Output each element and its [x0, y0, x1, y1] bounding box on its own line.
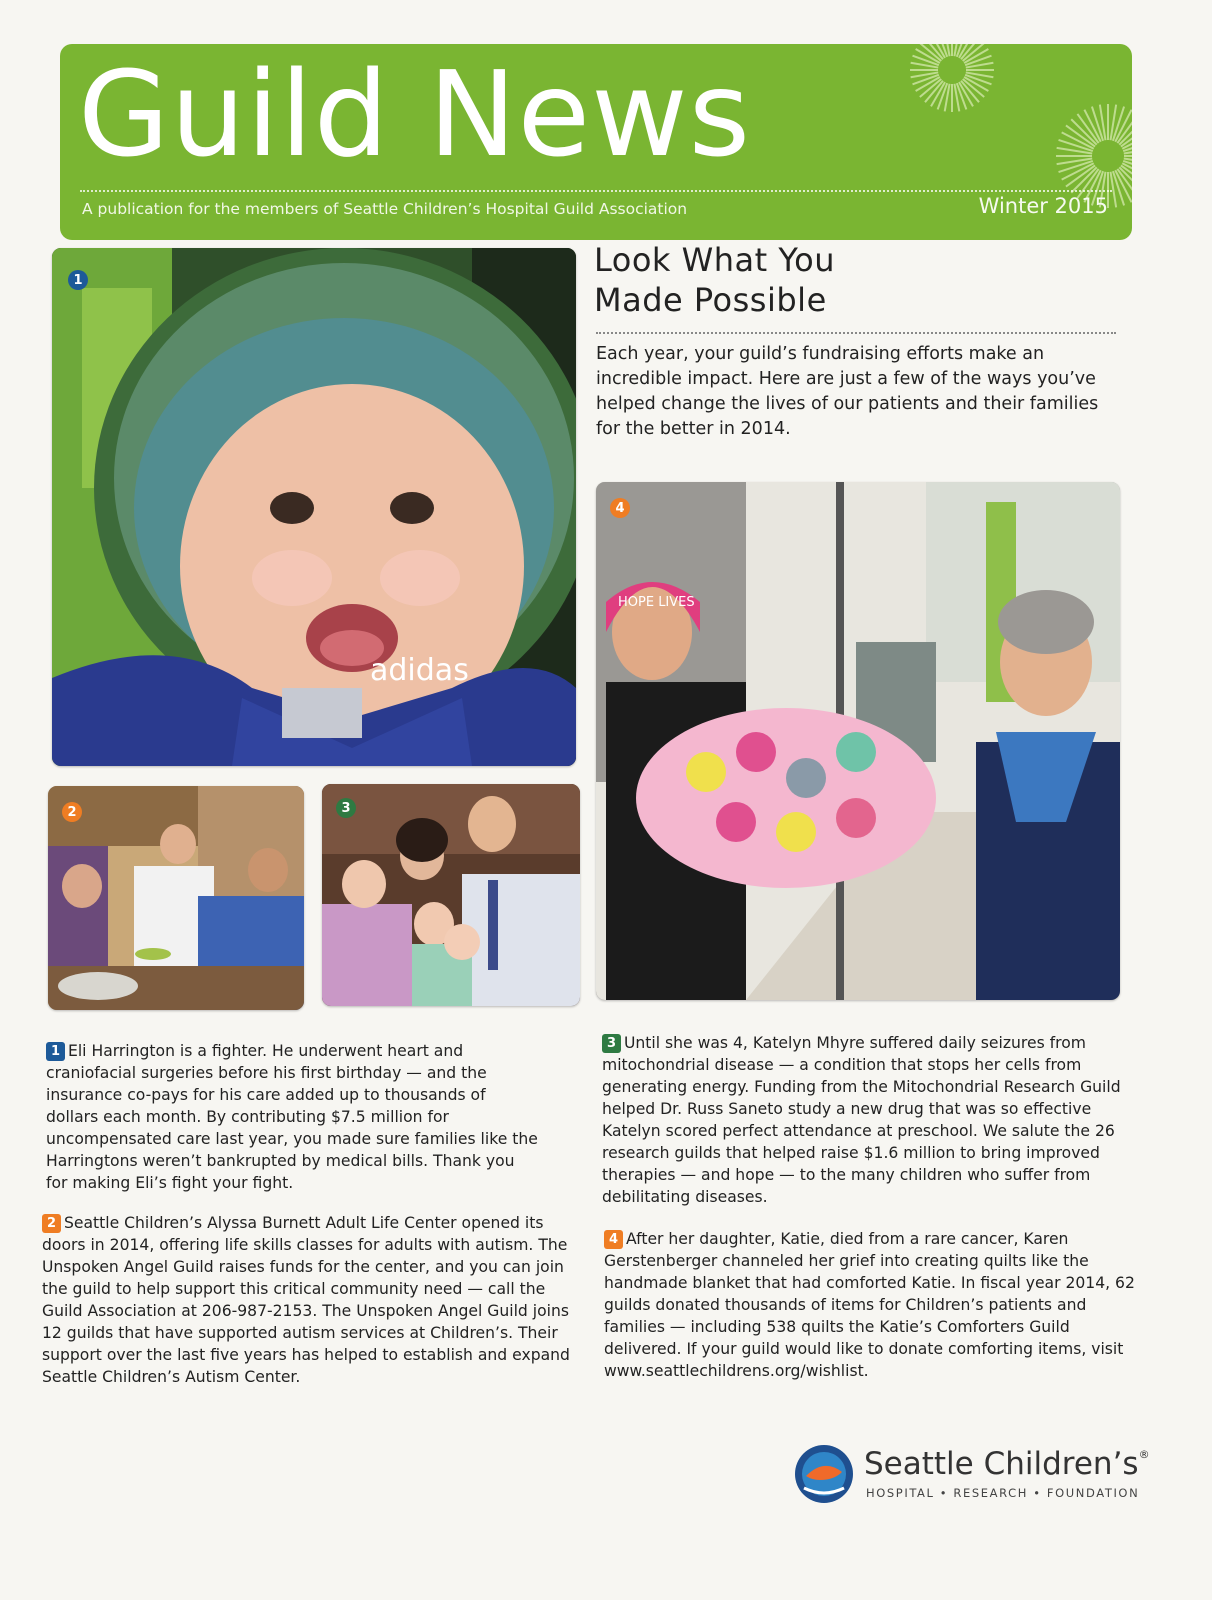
photo-family	[322, 784, 580, 1006]
caption-1	[46, 1040, 540, 1194]
photo-number-badge: 2	[62, 802, 82, 822]
photo-life-skills-class	[48, 786, 304, 1010]
logo-name-text: Seattle Children’s	[864, 1446, 1139, 1482]
photo-number-badge: 3	[336, 798, 356, 818]
caption-number-badge: 3	[602, 1034, 621, 1053]
caption-text: After her daughter, Katie, died from a rare cancer, Karen Gerstenberger channeled her grief into creating quilts like the handmade blanket that had comforted Katie. In fiscal year 2014, 62 guilds donated thousands of items for Children’s patients and families — including 538 quilts the Katie’s Comforters Guild delivered. If your guild would like to donate comforting items, visit www.seattlechildrens.org/wishlist.	[604, 1230, 1135, 1380]
adidas-logo-text: adidas	[370, 653, 469, 688]
photo-quilt	[596, 482, 1120, 1000]
headline-line-2: Made Possible	[594, 281, 827, 319]
masthead-divider	[80, 190, 1112, 192]
caption-text: Eli Harrington is a fighter. He underwent heart and craniofacial surgeries before his first birthday — and the insurance co-pays for his care added up to thousands of dollars each month. By contributing $7.5 million for uncompensated care last year, you made sure families like the Harringtons weren’t bankrupted by medical bills. Thank you for making Eli’s fight your fight.	[46, 1042, 538, 1192]
whale-logo-icon	[794, 1444, 854, 1504]
headline-divider	[596, 332, 1116, 334]
caption-number-badge: 2	[42, 1214, 61, 1233]
photo-number-badge: 1	[68, 270, 88, 290]
registered-mark: ®	[1138, 1448, 1150, 1461]
hope-lives-hat-text: HOPE LIVES	[618, 595, 695, 610]
caption-number-badge: 1	[46, 1042, 65, 1061]
logo-name	[864, 1446, 1150, 1482]
seattle-childrens-logo	[794, 1444, 1174, 1508]
photo-number-badge: 4	[610, 498, 630, 518]
caption-4	[604, 1228, 1140, 1382]
headline-line-1: Look What You	[594, 241, 836, 279]
masthead-tagline: A publication for the members of Seattle Children’s Hospital Guild Association	[82, 200, 688, 218]
masthead-banner	[60, 44, 1132, 240]
caption-text: Seattle Children’s Alyssa Burnett Adult Life Center opened its doors in 2014, offering life skills classes for adults with autism. The Unspoken Angel Guild raises funds for the center, and you can join the guild to help support this critical community need — call the Guild Association at 206-987-2153. The Unspoken Angel Guild joins 12 guilds that have supported autism services at Children’s. Their support over the last five years has helped to establish and expand Seattle Children’s Autism Center.	[42, 1214, 570, 1386]
caption-number-badge: 4	[604, 1230, 623, 1249]
caption-3	[602, 1032, 1134, 1208]
issue-date: Winter 2015	[978, 194, 1108, 218]
logo-subtitle: HOSPITAL • RESEARCH • FOUNDATION	[866, 1486, 1140, 1500]
article-headline	[594, 240, 835, 320]
masthead-title: Guild News	[78, 45, 752, 183]
photo-toddler	[52, 248, 576, 766]
article-intro: Each year, your guild’s fundraising efforts make an incredible impact. Here are just a few of the ways you’ve helped change the lives of our patients and their families for the better in 2014.	[596, 344, 1099, 439]
caption-text: Until she was 4, Katelyn Mhyre suffered daily seizures from mitochondrial disease — a condition that stops her cells from generating energy. Funding from the Mitochondrial Research Guild helped Dr. Russ Saneto study a new drug that was so effective Katelyn scored perfect attendance at preschool. We salute the 26 research guilds that helped raise $1.6 million to bring improved therapies — and hope — to the many children who suffer from debilitating diseases.	[602, 1034, 1121, 1206]
caption-2	[42, 1212, 590, 1388]
